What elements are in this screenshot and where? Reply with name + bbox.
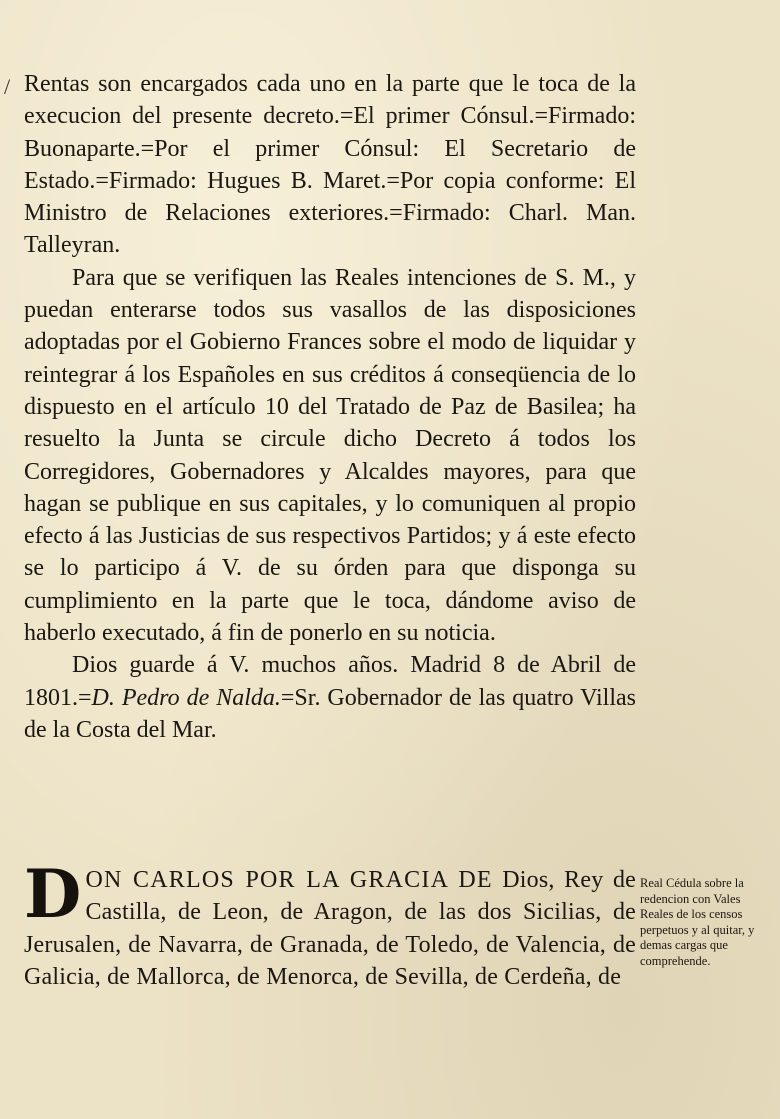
addressee: =Sr. Gobernador de las quatro Villas de la Costa del Mar. xyxy=(24,684,637,743)
edict-paragraph xyxy=(24,855,636,993)
margin-line-mark: / xyxy=(4,74,11,99)
paragraph-junta-resolution: Para que se verifiquen las Reales intenciones de S. M., y puedan enterarse todos sus vasallos de las disposiciones adoptadas por el Gobierno Frances sobre el modo de liquidar y reintegrar á los Españoles en sus créditos á conseqüencia de lo dispuesto en el artículo 10 del Tratado de Paz de Basilea; ha resuelto la Junta se circule dicho Decreto á todos los Corregidores, Gobernadores y Alcaldes mayores, para que hagan se publique en sus capitales, y lo comuniquen al propio efecto á las Justicias de sus respectivos Partidos; y á este efecto se lo participo á V. de su órden para que disponga su cumplimiento en la parte que le toca, dándome aviso de haberlo executado, á fin de ponerlo en su noticia. xyxy=(24,264,636,647)
paragraph-decree-ending: Rentas son encargados cada uno en la parte que le toca de la execucion del presente decreto.=El primer Cónsul.=Firmado: Buonaparte.=Por el primer Cónsul: El Secretario de Estado.=Firmado: Hugues B. Maret.=Por copia conforme: El Ministro de Relaciones exteriores.=Firmado: Charl. Man. Talleyran. xyxy=(24,71,636,259)
drop-cap-initial: D xyxy=(24,855,82,933)
closing-greeting: Dios guarde á V. muchos años. Madrid 8 de Abril de 1801.= xyxy=(24,652,636,711)
decree-text-block xyxy=(24,68,636,746)
paragraph-closing xyxy=(24,649,636,746)
royal-edict-start xyxy=(24,855,636,993)
edict-opening-caps: ON CARLOS POR LA GRACIA DE xyxy=(85,867,493,893)
marginal-note: Real Cédula sobre la redencion con Vales Reales de los censos perpetuos y al quitar, y demas cargas que comprehende. xyxy=(640,876,755,968)
signatory-name: D. Pedro de Nalda. xyxy=(91,684,281,711)
edict-titles-text: Dios, Rey de Castilla, de Leon, de Aragon, de las dos Sicilias, de Jerusalen, de Navarra, de Granada, de Toledo, de Valencia, de Galicia, de Mallorca, de Menorca, de Sevilla, de Cerdeña, de xyxy=(24,867,636,990)
